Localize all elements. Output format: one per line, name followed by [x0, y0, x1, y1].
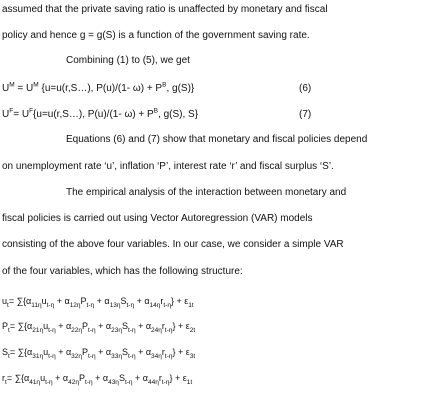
- equation-6-label: (6): [299, 83, 312, 94]
- paragraph2-line1: Equations (6) and (7) show that monetary and fiscal policies depend: [66, 134, 368, 145]
- paragraph3-line2: fiscal policies is carried out using Vector Autoregression (VAR) models: [2, 213, 313, 224]
- combining-text: Combining (1) to (5), we get: [66, 55, 190, 66]
- equation-7-label: (7): [299, 109, 312, 120]
- var-equation-s: $S_t= \sum\{\alpha_{31\eta}u_{t-\eta} + \alpha_{32\eta}P_{t-\eta} + \alpha_{33\eta}S_{t-\eta} + \alpha_{34\eta}r_{t-\eta}\} + \varepsilon_{3t}$: [2, 347, 196, 360]
- var-equation-p: $P_t= \sum\{\alpha_{21\eta}u_{t-\eta} + \alpha_{22\eta}P_{t-\eta} + \alpha_{23\eta}S_{t-\eta} + \alpha_{24\eta}r_{t-\eta}\} + \varepsilon_{2t}$: [2, 321, 196, 334]
- paragraph1-line2: policy and hence g = g(S) is a function of the government saving rate.: [2, 30, 310, 41]
- paragraph3-line1: The empirical analysis of the interaction between monetary and: [66, 187, 347, 198]
- paragraph3-line3: consisting of the above four variables. In our case, we consider a simple VAR: [2, 239, 344, 250]
- equation-7: $U^F=$ $U^F\{u=u(r,S\dots)$, P(u)/(1- $\omega) + P^B$, g(S), S}: [2, 107, 199, 120]
- var-equation-r: $r_t= \sum\{\alpha_{41\eta}u_{t-\eta} + \alpha_{42\eta}P_{t-\eta} + \alpha_{43\eta}S_{t-\eta} + \alpha_{44\eta}r_{t-\eta}\} + \varepsilon_{1t}$: [2, 373, 193, 386]
- paragraph2-line2: on unemployment rate ‘u’, inflation ‘P’, interest rate ‘r’ and fiscal surplus ‘S’.: [2, 161, 334, 172]
- equation-6: $U^M = U^M$ {u=u(r,S…), P(u)/(1- $\omega) + P^B$, g(S)}: [2, 81, 195, 94]
- paragraph3-line4: of the four variables, which has the following structure:: [2, 266, 243, 277]
- var-equation-u: $u_t= \sum\{\alpha_{11\eta}u_{t-\eta} + \alpha_{12\eta}P_{t-\eta} + \alpha_{13\eta}S_{t-\eta} + \alpha_{14\eta}r_{t-\eta}\} + \varepsilon_{1t}$: [2, 296, 194, 309]
- paragraph1-line1: assumed that the private saving ratio is unaffected by monetary and fiscal: [2, 4, 328, 15]
